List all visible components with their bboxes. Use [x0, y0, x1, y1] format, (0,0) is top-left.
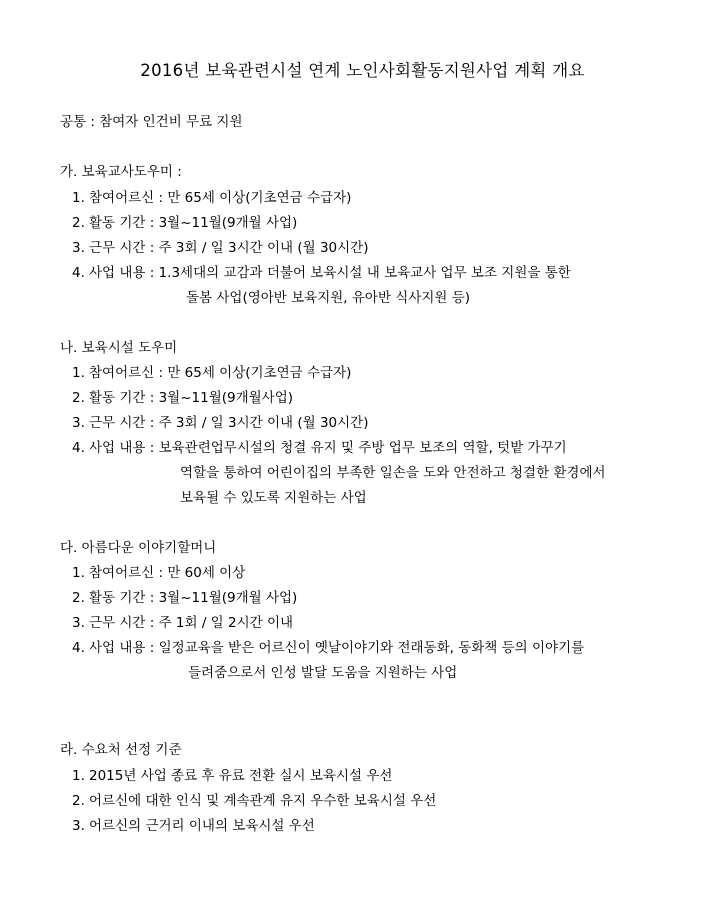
common-note: 공통 : 참여자 인건비 무료 지원	[60, 114, 243, 130]
item-text: 어르신에 대한 인식 및 계속관계 유지 우수한 보육시설 우선	[89, 793, 437, 809]
list-item	[72, 789, 436, 809]
item-number: 4.	[72, 265, 85, 281]
section-heading-b: 나. 보육시설 도우미	[60, 340, 178, 356]
list-item	[72, 386, 293, 406]
item-text: 참여어르신 : 만 65세 이상(기초연금 수급자)	[89, 365, 352, 381]
section-heading-a: 가. 보육교사도우미 :	[60, 164, 182, 180]
item-number: 2.	[72, 390, 85, 406]
item-number: 4.	[72, 440, 85, 456]
item-text: 활동 기간 : 3월~11월(9개월 사업)	[89, 590, 298, 606]
item-number: 1.	[72, 190, 85, 206]
item-number: 2.	[72, 793, 85, 809]
document-title: 2016년 보육관련시설 연계 노인사회활동지원사업 계획 개요	[140, 61, 585, 80]
item-number: 1.	[72, 768, 85, 784]
item-text: 2015년 사업 종료 후 유료 전환 실시 보육시설 우선	[89, 768, 393, 784]
list-item	[72, 436, 567, 456]
item-text: 근무 시간 : 주 1회 / 일 2시간 이내	[89, 615, 294, 631]
item-number: 4.	[72, 640, 85, 656]
item-number: 3.	[72, 818, 85, 834]
list-item	[72, 361, 351, 381]
item-text: 사업 내용 : 1.3세대의 교감과 더불어 보육시설 내 보육교사 업무 보조 지원을 통한	[89, 265, 571, 281]
item-text: 참여어르신 : 만 60세 이상	[89, 565, 246, 581]
item-text: 사업 내용 : 일정교육을 받은 어르신이 옛날이야기와 전래동화, 동화책 등의 이야기를	[89, 640, 585, 656]
item-number: 3.	[72, 415, 85, 431]
item-continuation: 들려줌으로서 인성 발달 도움을 지원하는 사업	[188, 665, 458, 681]
item-text: 활동 기간 : 3월~11월(9개월 사업)	[89, 215, 298, 231]
item-continuation: 돌봄 사업(영아반 보육지원, 유아반 식사지원 등)	[186, 290, 471, 306]
list-item	[72, 561, 245, 581]
item-number: 3.	[72, 240, 85, 256]
list-item	[72, 636, 584, 656]
section-heading-d: 라. 수요처 선정 기준	[60, 742, 182, 758]
item-continuation: 보육될 수 있도록 지원하는 사업	[180, 490, 367, 506]
list-item	[72, 211, 297, 231]
item-number: 1.	[72, 365, 85, 381]
item-text: 어르신의 근거리 이내의 보육시설 우선	[89, 818, 315, 834]
list-item	[72, 186, 351, 206]
list-item	[72, 814, 315, 834]
list-item	[72, 586, 297, 606]
item-text: 사업 내용 : 보육관련업무시설의 청결 유지 및 주방 업무 보조의 역할, 텃밭 가꾸기	[89, 440, 567, 456]
list-item	[72, 611, 293, 631]
item-continuation: 역할을 통하여 어린이집의 부족한 일손을 도와 안전하고 청결한 환경에서	[180, 465, 606, 481]
list-item	[72, 261, 571, 281]
list-item	[72, 764, 392, 784]
item-text: 근무 시간 : 주 3회 / 일 3시간 이내 (월 30시간)	[89, 240, 369, 256]
item-number: 2.	[72, 590, 85, 606]
list-item	[72, 411, 368, 431]
item-number: 2.	[72, 215, 85, 231]
section-heading-c: 다. 아름다운 이야기할머니	[60, 540, 217, 556]
item-number: 3.	[72, 615, 85, 631]
item-text: 활동 기간 : 3월~11월(9개월사업)	[89, 390, 294, 406]
item-number: 1.	[72, 565, 85, 581]
item-text: 근무 시간 : 주 3회 / 일 3시간 이내 (월 30시간)	[89, 415, 369, 431]
item-text: 참여어르신 : 만 65세 이상(기초연금 수급자)	[89, 190, 352, 206]
list-item	[72, 236, 368, 256]
